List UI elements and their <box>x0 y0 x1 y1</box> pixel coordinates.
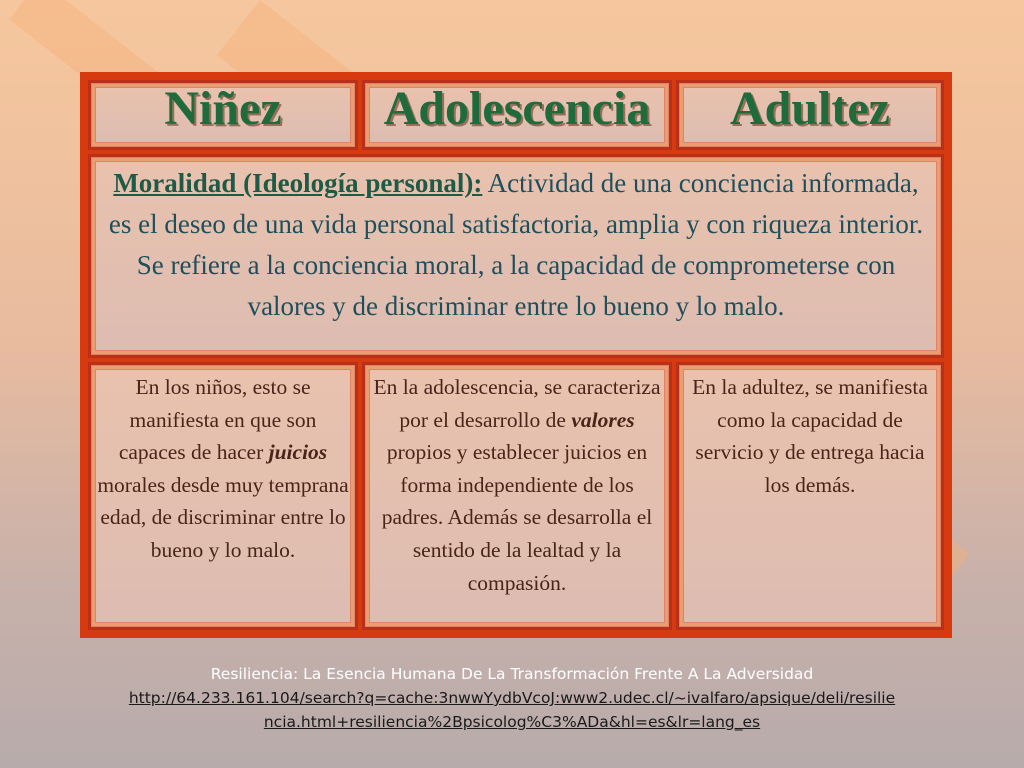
stage-cell-adultez <box>676 362 944 630</box>
stage-cell-adolescencia <box>362 362 672 630</box>
definition-text <box>105 163 927 327</box>
source-caption <box>0 662 1024 734</box>
stage-ninez-before: En los niños, esto se manifiesta en que son capaces de hacer <box>118 375 317 465</box>
stage-text-ninez <box>97 371 349 567</box>
comparison-table <box>80 72 952 638</box>
header-cell-ninez <box>88 80 358 150</box>
stage-adolescencia-after: propios y establecer juicios en forma independiente de los padres. Además se desarrolla el sentido de la lealtad y la compasión. <box>381 440 653 595</box>
stage-ninez-after: morales desde muy temprana edad, de discriminar entre lo bueno y lo malo. <box>97 472 349 562</box>
header-cell-adolescencia <box>362 80 672 150</box>
header-cell-adultez <box>676 80 944 150</box>
source-link-line1[interactable]: http://64.233.161.104/search?q=cache:3nwwYydbVcoJ:www2.udec.cl/~ivalfaro/apsique/deli/resilie <box>128 689 896 707</box>
source-title: Resiliencia: La Esencia Humana De La Transformación Frente A La Adversidad <box>210 665 814 683</box>
definition-cell <box>88 154 944 358</box>
stage-adolescencia-emphasis: valores <box>571 407 635 432</box>
source-link-line2[interactable]: ncia.html+resiliencia%2Bpsicolog%C3%ADa&hl=es&lr=lang_es <box>263 713 761 731</box>
column-header-adultez: Adultez <box>730 82 890 135</box>
stage-text-adultez: En la adultez, se manifiesta como la capacidad de servicio y de entrega hacia los demás. <box>692 375 928 497</box>
column-header-ninez: Niñez <box>164 82 282 135</box>
column-header-adolescencia: Adolescencia <box>383 82 651 135</box>
definition-body: Actividad de una conciencia informada, es el deseo de una vida personal satisfactoria, amplia y con riqueza interior. Se refiere a la conciencia moral, a la capacidad de comprometerse con valores y de discriminar entre lo bueno y lo malo. <box>108 168 924 321</box>
stage-cell-ninez <box>88 362 358 630</box>
stage-text-adolescencia <box>371 371 663 599</box>
stage-adolescencia-before: En la adolescencia, se caracteriza por el desarrollo de <box>373 375 661 432</box>
definition-heading: Moralidad (Ideología personal): <box>113 168 483 198</box>
stage-ninez-emphasis: juicios <box>268 440 328 465</box>
